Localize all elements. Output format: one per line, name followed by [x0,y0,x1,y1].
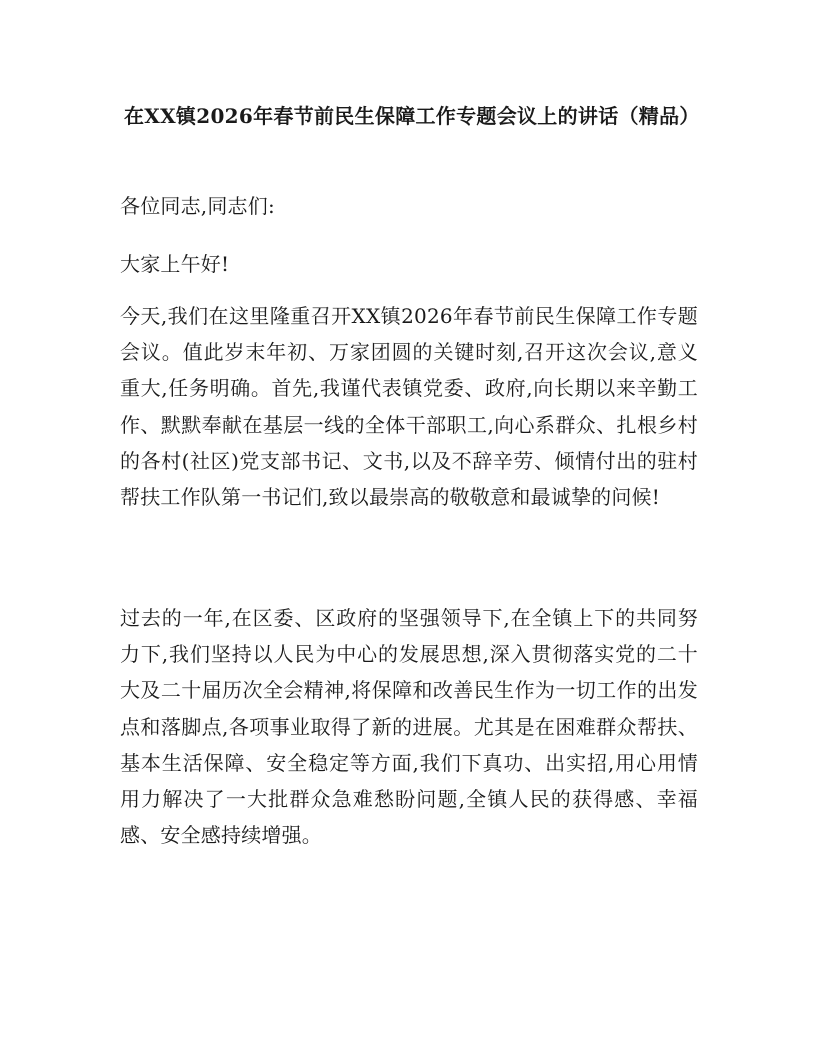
paragraph-opening: 今天,我们在这里隆重召开XX镇2026年春节前民生保障工作专题会议。值此岁末年初、万家团圆的关键时刻,召开这次会议,意义重大,任务明确。首先,我谨代表镇党委、政府,向长期以来辛勤工作、默默奉献在基层一线的全体干部职工,向心系群众、扎根乡村的各村(社区)党支部书记、文书,以及不辞辛劳、倾情付出的驻村帮扶工作队第一书记们,致以最崇高的敬敬意和最诚挚的问候! [120,304,698,510]
paragraph-review: 过去的一年,在区委、区政府的坚强领导下,在全镇上下的共同努力下,我们坚持以人民为中心的发展思想,深入贯彻落实党的二十大及二十届历次全会精神,将保障和改善民生作为一切工作的出发点和落脚点,各项事业取得了新的进展。尤其是在困难群众帮扶、基本生活保障、安全稳定等方面,我们下真功、出实招,用心用情用力解决了一大批群众急难愁盼问题,全镇人民的获得感、幸福感、安全感持续增强。 [120,606,698,848]
greeting: 大家上午好! [120,252,230,276]
document-title: 在XX镇2026年春节前民生保障工作专题会议上的讲话（精品） [124,104,700,128]
salutation: 各位同志,同志们: [120,194,275,218]
